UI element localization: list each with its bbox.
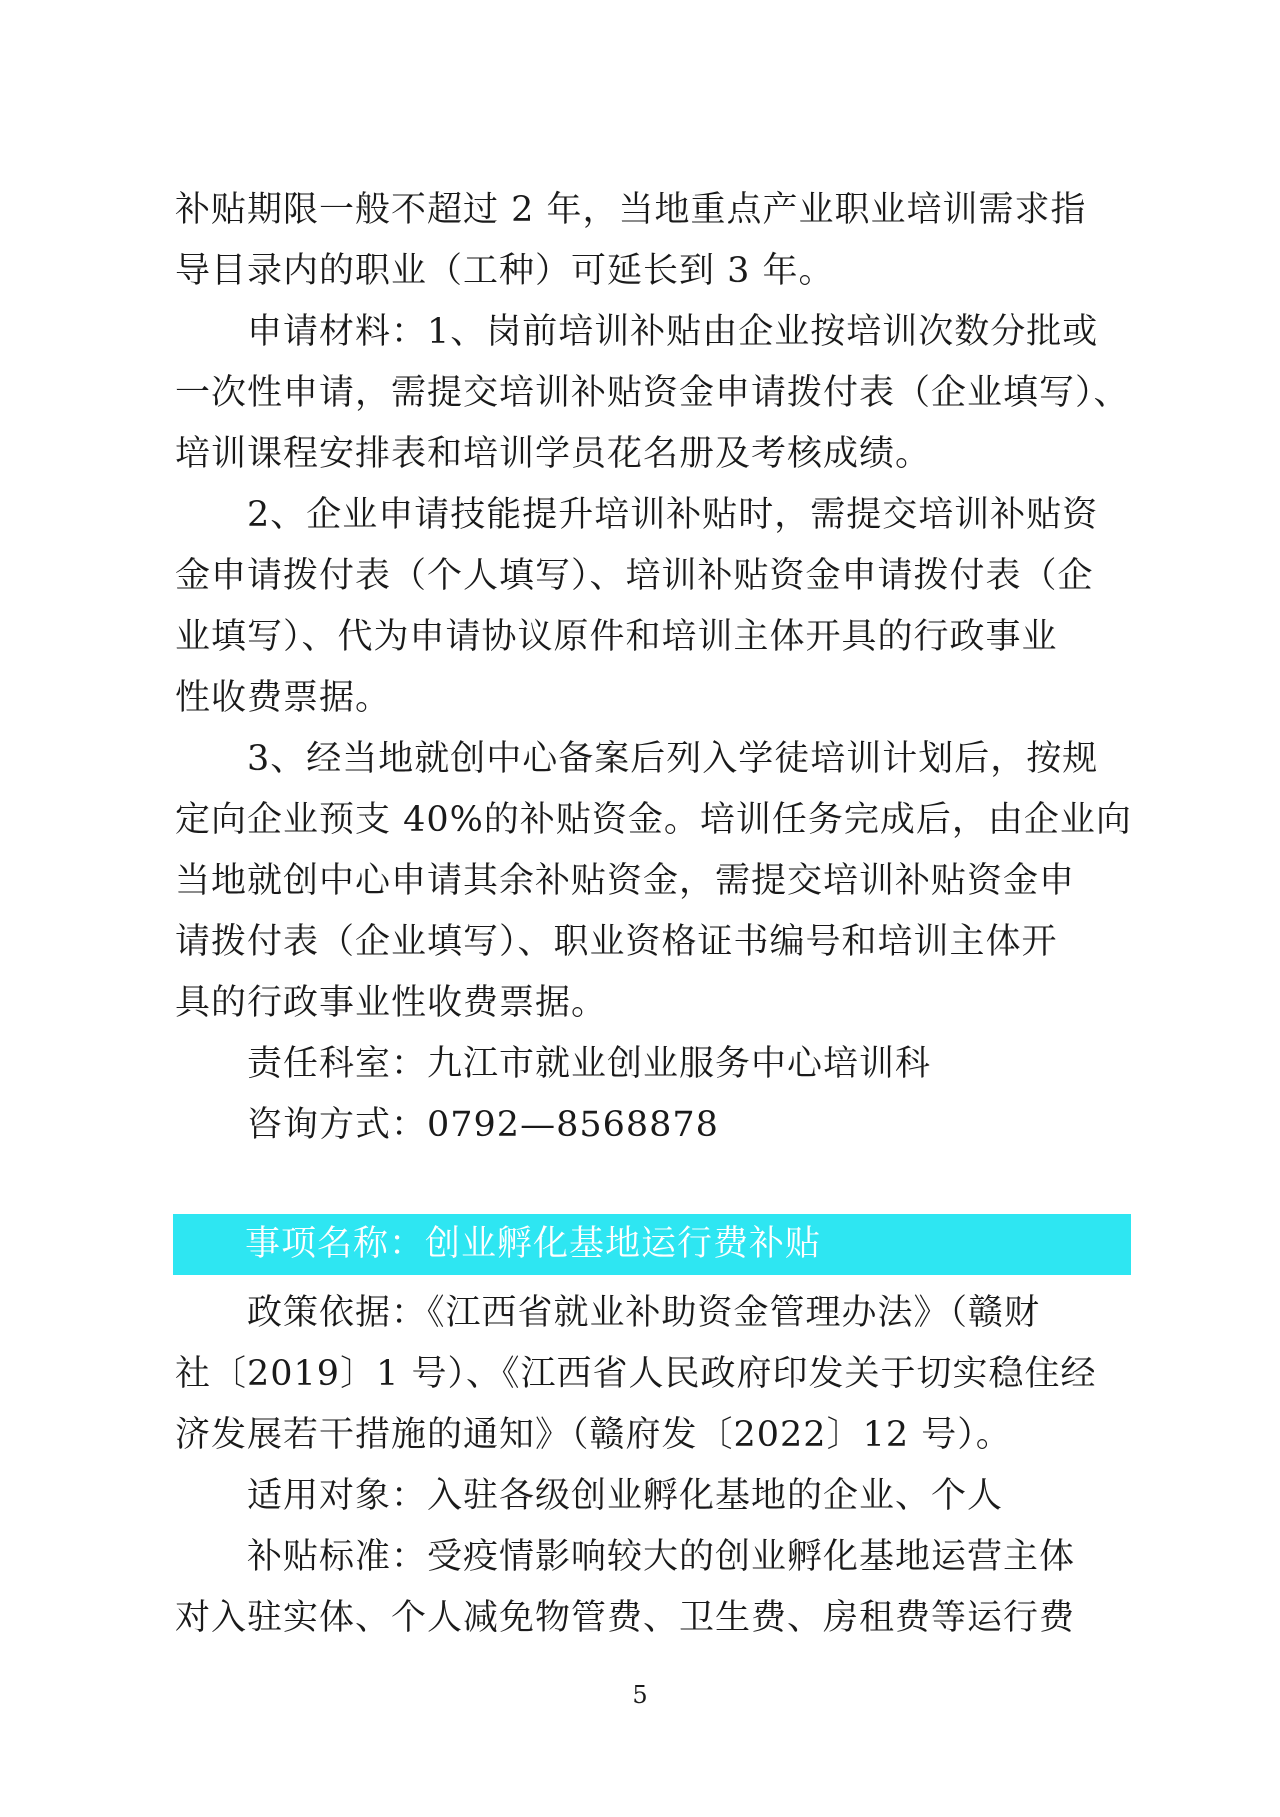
subsidy-standard: 补贴标准：受疫情影响较大的创业孵化基地运营主体 [247,1537,1076,1577]
paragraph-line: 对入驻实体、个人减免物管费、卫生费、房租费等运行费 [175,1598,1076,1638]
paragraph-line: 申请材料：1、岗前培训补贴由企业按培训次数分批或 [247,312,1099,352]
paragraph-line: 补贴期限一般不超过 2 年，当地重点产业职业培训需求指 [175,190,1087,230]
applicable-targets: 适用对象：入驻各级创业孵化基地的企业、个人 [247,1476,1004,1516]
policy-text-top [175,180,1132,1156]
paragraph-line: 培训课程安排表和培训学员花名册及考核成绩。 [175,434,932,474]
section-title: 事项名称：创业孵化基地运行费补贴 [245,1224,822,1264]
section-title-banner [173,1214,1131,1275]
responsible-office: 责任科室：九江市就业创业服务中心培训科 [247,1044,932,1084]
paragraph-line: 导目录内的职业（工种）可延长到 3 年。 [175,251,835,291]
paragraph-line: 请拨付表（企业填写）、职业资格证书编号和培训主体开 [175,922,1058,962]
policy-basis: 政策依据：《江西省就业补助资金管理办法》（赣财 [247,1293,1041,1333]
policy-text-bottom [175,1283,1105,1649]
paragraph-line: 定向企业预支 40%的补贴资金。培训任务完成后，由企业向 [175,800,1132,840]
paragraph-line: 一次性申请，需提交培训补贴资金申请拨付表（企业填写）、 [175,373,1130,413]
paragraph-line: 3、经当地就创中心备案后列入学徒培训计划后，按规 [247,739,1099,779]
contact-phone: 咨询方式：0792—8568878 [247,1105,719,1145]
paragraph-line: 当地就创中心申请其余补贴资金，需提交培训补贴资金申 [175,861,1076,901]
paragraph-line: 社〔2019〕1 号）、《江西省人民政府印发关于切实稳住经 [175,1354,1097,1394]
paragraph-line: 业填写）、代为申请协议原件和培训主体开具的行政事业 [175,617,1058,657]
paragraph-line: 性收费票据。 [175,678,392,718]
paragraph-line: 具的行政事业性收费票据。 [175,983,608,1023]
paragraph-line: 金申请拨付表（个人填写）、培训补贴资金申请拨付表（企 [175,556,1094,596]
paragraph-line: 2、企业申请技能提升培训补贴时，需提交培训补贴资 [247,495,1099,535]
paragraph-line: 济发展若干措施的通知》（赣府发〔2022〕12 号）。 [175,1415,1012,1455]
page-number: 5 [632,1681,648,1709]
